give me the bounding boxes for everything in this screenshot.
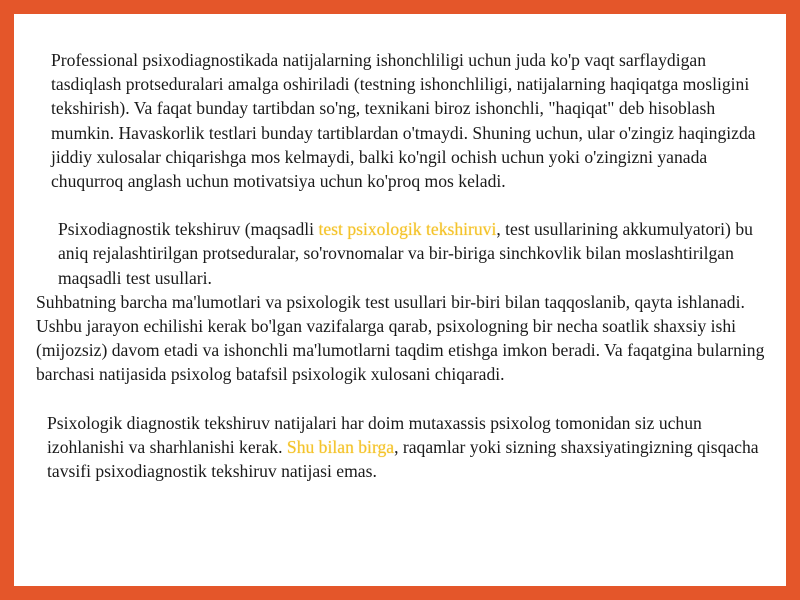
- paragraph-3: Suhbatning barcha ma'lumotlari va psixologik test usullari bir-biri bilan taqqoslanib, qayta ishlanadi. Ushbu jarayon echilishi kerak bo'lgan vazifalarga qarab, psixologning bir necha soatlik shaxsiy ishi (mijozsiz) davom etadi va ishonchli ma'lumotlarni taqdim etishga imkon beradi. Va faqatgina bularning barchasi natijasida psixolog batafsil psixologik xulosani chiqaradi.: [36, 291, 765, 385]
- text-body: [36, 48, 776, 483]
- paragraph-1: Professional psixodiagnostikada natijalarning ishonchliligi uchun juda ko'p vaqt sarflaydigan tasdiqlash protseduralari amalga oshiriladi (testning ishonchliligi, natijalarning haqiqatga mosligini tekshirish). Va faqat bunday tartibdan so'ng, texnikani biroz ishonchli, "haqiqat" deb hisoblash mumkin. Havaskorlik testlari bunday tartiblardan o'tmaydi. Shuning uchun, ular o'zingiz haqingizda jiddiy xulosalar chiqarishga mos kelmaydi, balki ko'ngil ochish uchun yoki o'zingizni yanada chuqurroq anglash uchun motivatsiya uchun ko'proq mos keladi.: [51, 50, 756, 192]
- slide-frame: [14, 14, 786, 586]
- paragraph-gap: [36, 193, 776, 217]
- paragraph-2-rest: , test usullarining akkumulyatori) bu aniq rejalashtirilgan protseduralar, so'rovnomalar va bir-biriga sinchkovlik bilan moslashtirilgan maqsadli test usullari.: [58, 219, 753, 288]
- paragraph-4-rest: , raqamlar yoki sizning shaxsiyatingizning qisqacha tavsifi psixodiagnostik tekshiruv natijasi emas.: [47, 436, 759, 482]
- paragraph-4: [36, 411, 776, 484]
- paragraph-4-lead: Psixologik diagnostik tekshiruv natijalari har doim mutaxassis psixolog tomonidan siz uchun izohlanishi va sharhlanishi kerak.: [47, 412, 702, 457]
- paragraph-2: [36, 217, 776, 290]
- test-psixologik-tekshiruvi-link[interactable]: test psixologik tekshiruvi: [318, 219, 497, 240]
- shu-bilan-birga-link[interactable]: Shu bilan birga: [286, 436, 395, 457]
- paragraph-gap: [36, 387, 776, 411]
- paragraph-2-lead: Psixodiagnostik tekshiruv (maqsadli: [58, 219, 319, 240]
